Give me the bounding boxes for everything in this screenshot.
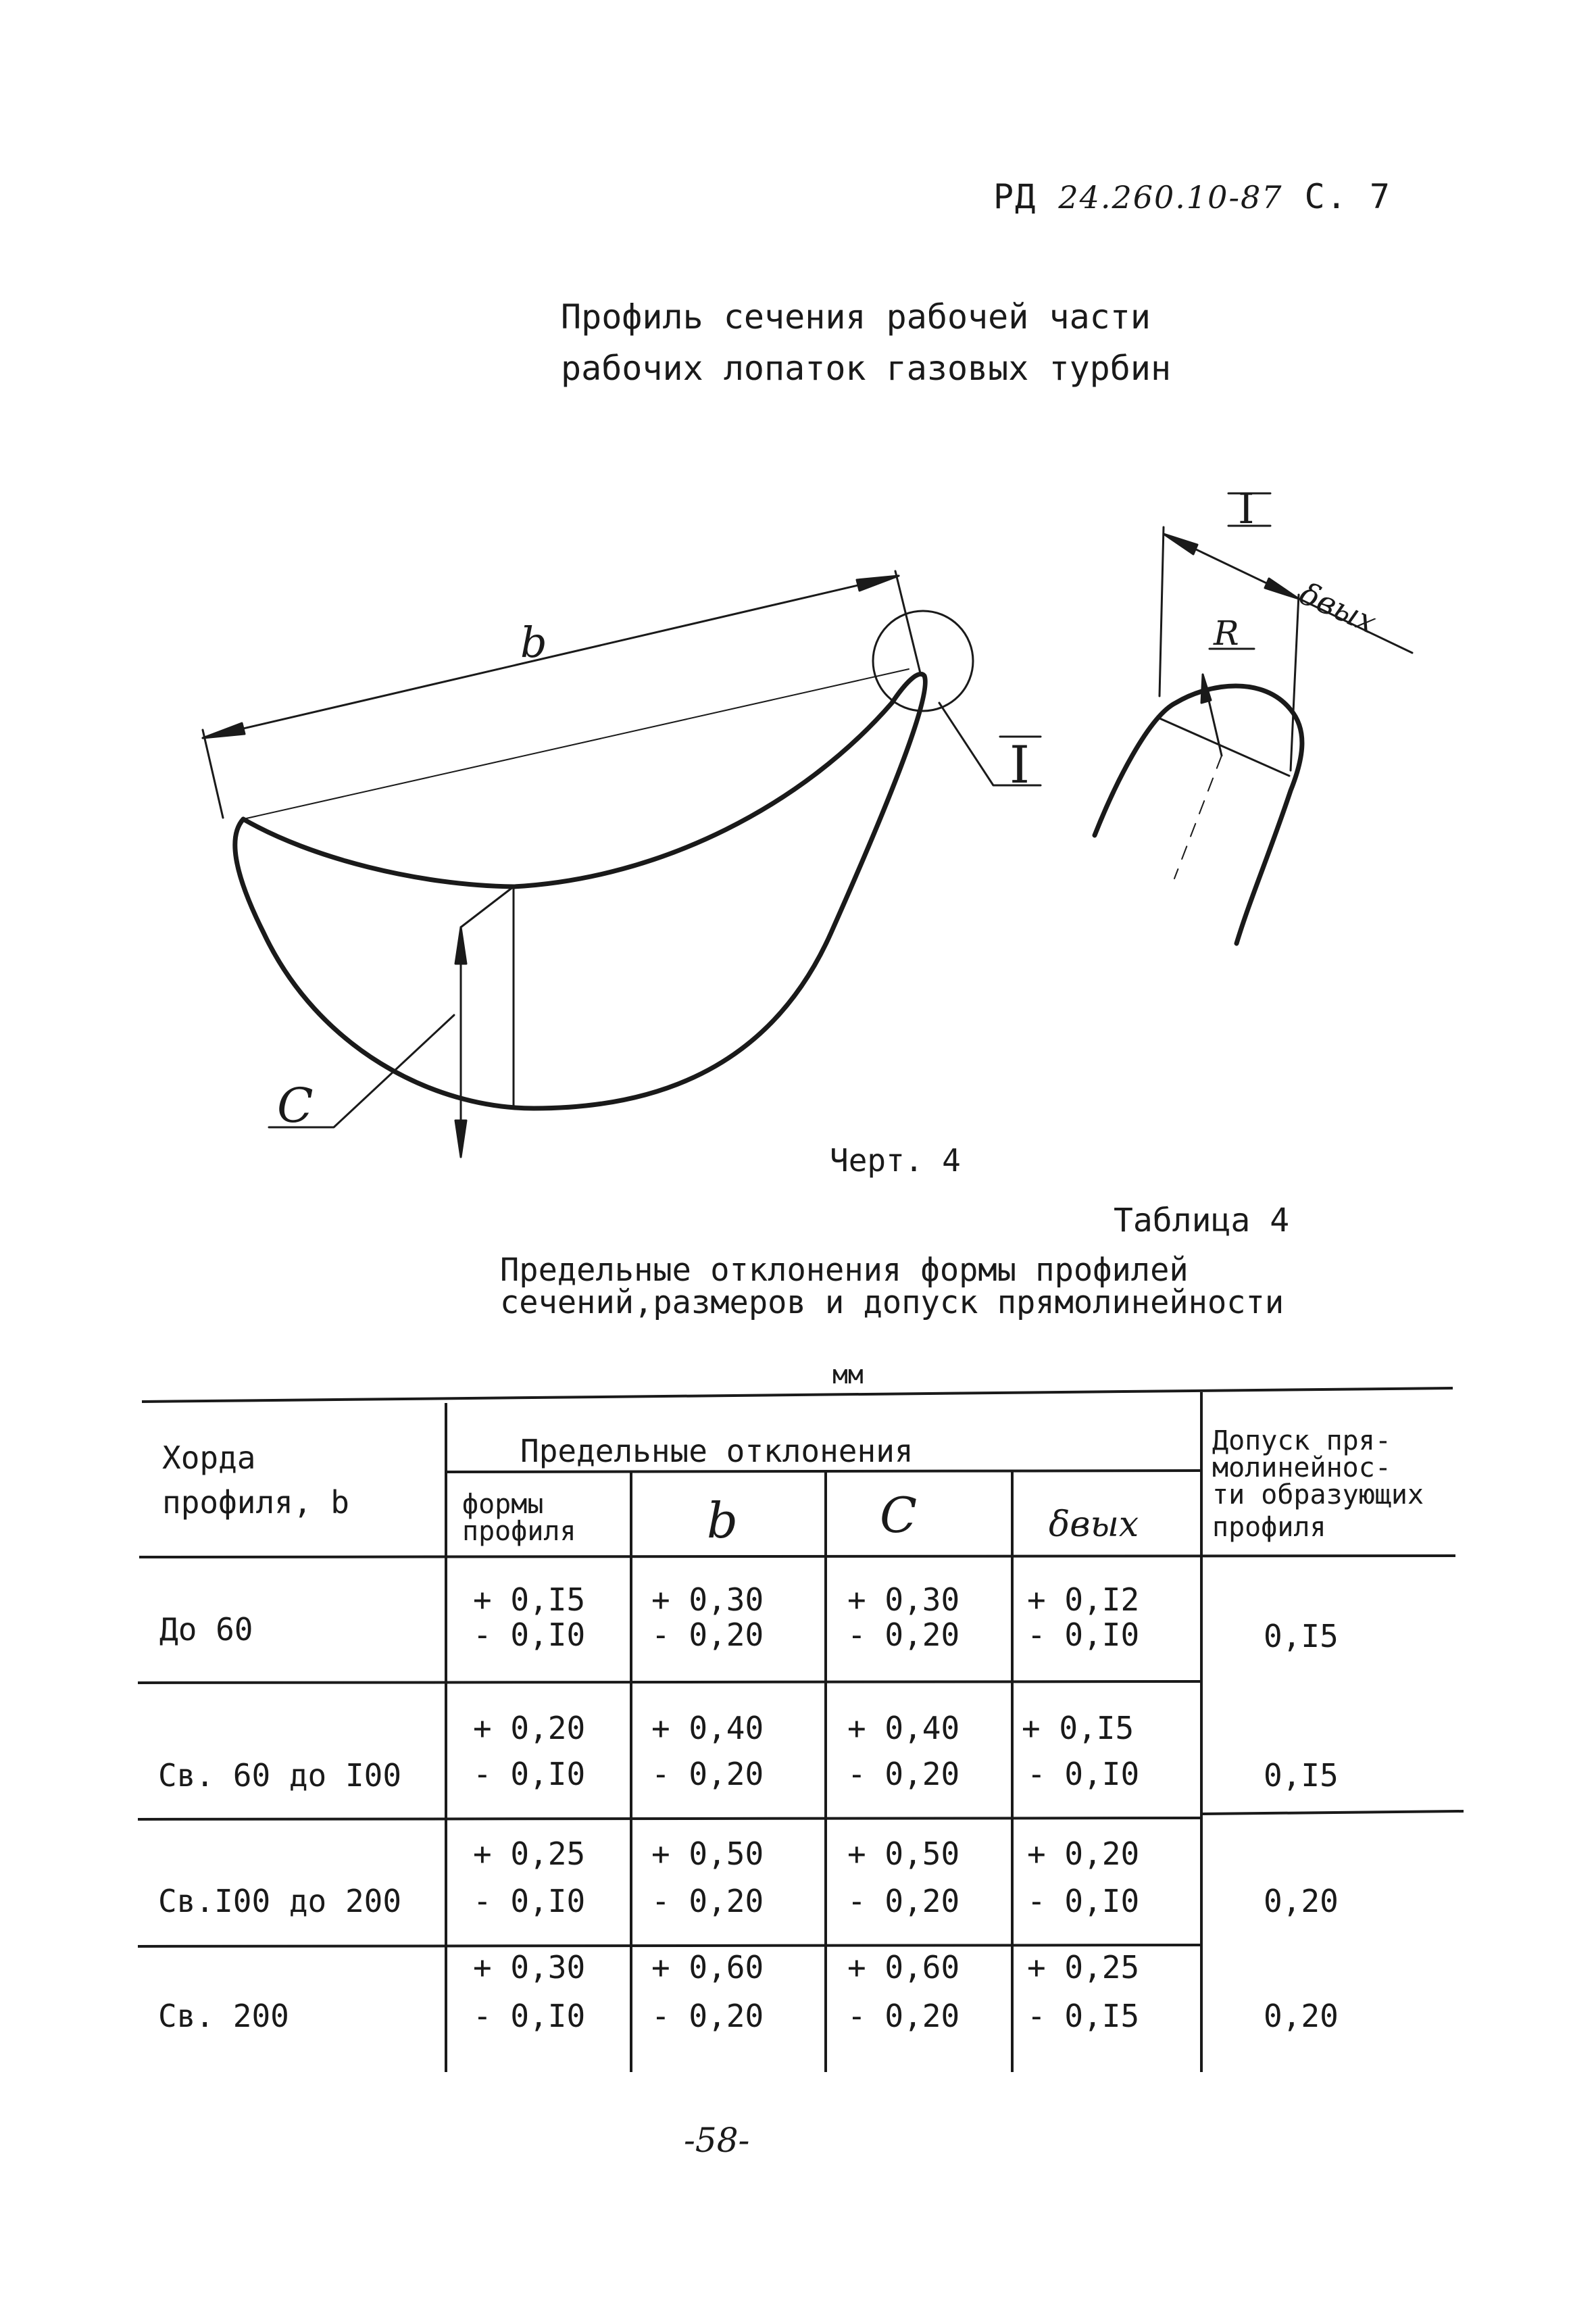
doc-prefix: РД [993,177,1037,216]
row4-c-plus: + 0,60 [847,1949,960,1986]
col-header-tolerance-line1: Допуск пря- [1212,1425,1391,1456]
page-number: -58- [684,2121,750,2160]
radius-label: R [1214,614,1239,653]
row2-form-plus: + 0,20 [473,1710,586,1746]
row2-tolerance: 0,I5 [1264,1757,1339,1794]
row1-delta-minus: - 0,I0 [1027,1617,1140,1653]
row1-c-minus: - 0,20 [847,1617,960,1653]
row3-delta-plus: + 0,20 [1027,1836,1140,1872]
row4-form-minus: - 0,I0 [473,1998,586,2034]
col-header-c: C [880,1487,918,1544]
row4-tolerance: 0,20 [1264,1998,1339,2034]
row4-b-plus: + 0,60 [651,1949,764,1986]
page-title-line2: рабочих лопаток газовых турбин [561,349,1172,388]
row1-tolerance: 0,I5 [1264,1618,1339,1654]
col-header-delta: δвых [1049,1504,1139,1545]
row2-delta-plus: + 0,I5 [1022,1710,1134,1746]
col-header-tolerance-line2: молинейнос- [1212,1452,1391,1483]
col-header-deviations: Предельные отклонения [520,1433,914,1469]
row3-form-minus: - 0,I0 [473,1883,586,1919]
row3-b-plus: + 0,50 [651,1836,764,1872]
col-header-form-line2: профиля [462,1516,576,1547]
detail-title-label: I [1238,484,1255,533]
row3-chord: Св.I00 до 200 [158,1883,402,1919]
row4-chord: Св. 200 [158,1998,289,2034]
row2-b-minus: - 0,20 [651,1756,764,1792]
row3-c-plus: + 0,50 [847,1836,960,1872]
thickness-label: C [277,1078,314,1133]
row2-b-plus: + 0,40 [651,1710,764,1746]
col-header-chord-text: профиля, b [162,1484,349,1521]
row4-delta-minus: - 0,I5 [1027,1998,1140,2034]
row3-delta-minus: - 0,I0 [1027,1883,1140,1919]
row1-c-plus: + 0,30 [847,1581,960,1618]
row3-c-minus: - 0,20 [847,1883,960,1919]
row2-form-minus: - 0,I0 [473,1756,586,1792]
exit-edge-label: δвых [1294,574,1382,641]
page-title-line1: Профиль сечения рабочей части [561,297,1151,337]
row1-form-plus: + 0,I5 [473,1581,586,1618]
row1-chord: До 60 [159,1611,253,1648]
table-title-line2: сечений,размеров и допуск прямолинейности [500,1284,1285,1321]
col-header-chord-line2 [162,1484,349,1521]
row3-form-plus: + 0,25 [473,1836,586,1872]
row3-b-minus: - 0,20 [651,1883,764,1919]
row4-c-minus: - 0,20 [847,1998,960,2034]
row2-chord: Св. 60 до I00 [158,1757,402,1794]
row4-b-minus: - 0,20 [651,1998,764,2034]
row1-form-minus: - 0,I0 [473,1617,586,1653]
page-ref: С. 7 [1304,177,1392,216]
row2-delta-minus: - 0,I0 [1027,1756,1140,1792]
row2-c-plus: + 0,40 [847,1710,960,1746]
table-units: мм [832,1360,864,1389]
col-header-b: b [707,1492,739,1549]
table-number: Таблица 4 [1114,1202,1290,1239]
doc-number: 24.260.10-87 [1058,179,1283,216]
row1-b-plus: + 0,30 [651,1581,764,1618]
row1-delta-plus: + 0,I2 [1027,1581,1140,1618]
col-header-chord-line1: Хорда [162,1439,256,1476]
col-header-tolerance-line3: ти образующих [1212,1479,1424,1510]
row1-b-minus: - 0,20 [651,1617,764,1653]
figure-caption: Черт. 4 [830,1142,961,1179]
row3-tolerance: 0,20 [1264,1883,1339,1919]
row4-form-plus: + 0,30 [473,1949,586,1986]
table-title-line1: Предельные отклонения формы профилей [500,1252,1189,1289]
col-header-tolerance-line4: профиля [1212,1512,1326,1543]
col-header-form-line1: формы [462,1489,544,1520]
chord-label: b [520,618,547,667]
detail-callout-label: I [1009,735,1030,795]
row2-c-minus: - 0,20 [847,1756,960,1792]
row4-delta-plus: + 0,25 [1027,1949,1140,1986]
